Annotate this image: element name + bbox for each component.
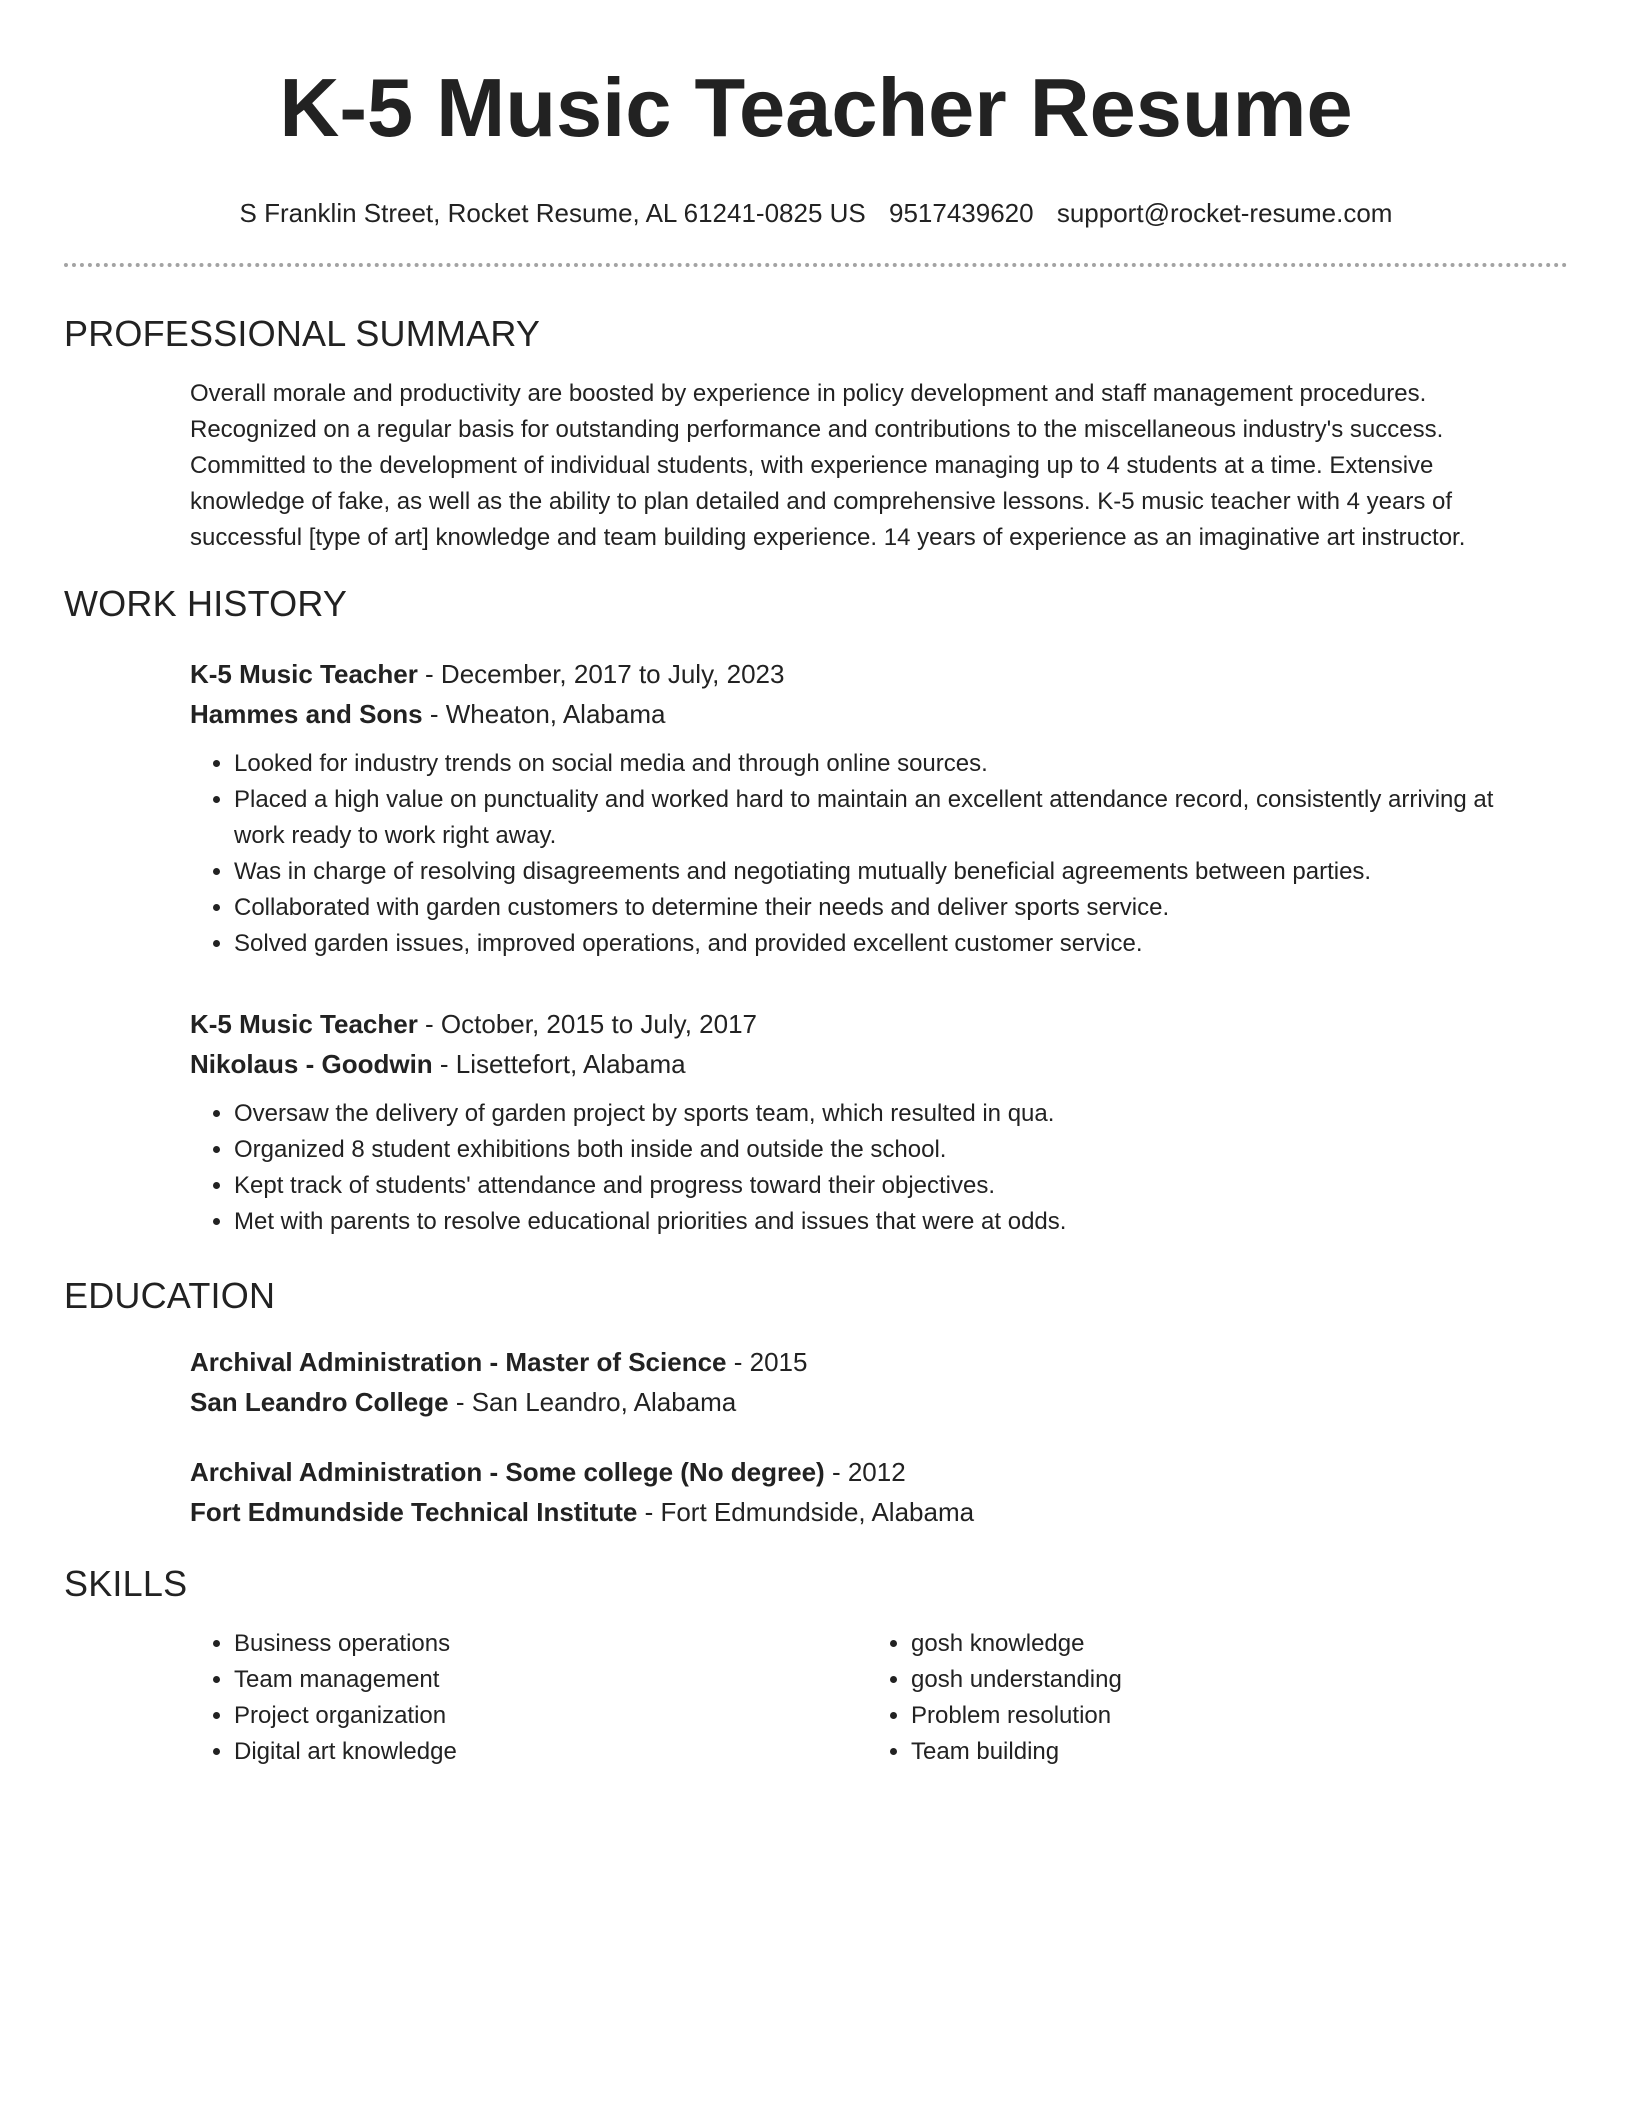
job-duty: • Oversaw the delivery of garden project by sports team, which resulted in qua. [234,1096,1544,1132]
skill-item: • gosh understanding [911,1662,1544,1698]
job-entry [190,1004,1544,1240]
section-title-skills: SKILLS [64,1563,188,1604]
section-title-summary: PROFESSIONAL SUMMARY [64,313,541,354]
job-duty: • Solved garden issues, improved operations, and provided excellent customer service. [234,926,1544,962]
skill-item: • gosh knowledge [911,1626,1544,1662]
job-location: - Lisettefort, Alabama [432,1049,686,1079]
header-divider [64,263,1568,267]
education-school-line [190,1382,1544,1422]
job-duty: • Met with parents to resolve educational priorities and issues that were at odds. [234,1204,1544,1240]
job-role: K-5 Music Teacher [190,1009,418,1039]
skill-item: • Team management [234,1662,867,1698]
job-duty: • Collaborated with garden customers to determine their needs and deliver sports service. [234,890,1544,926]
education-entry [190,1452,1544,1532]
skills-list-right [867,1626,1544,1770]
skill-item: • Team building [911,1734,1544,1770]
job-company-line [190,1044,1544,1084]
job-duty: • Was in charge of resolving disagreements and negotiating mutually beneficial agreements between parties. [234,854,1544,890]
job-dates: - October, 2015 to July, 2017 [417,1009,757,1039]
education-year: - 2012 [824,1457,906,1487]
job-duty: • Placed a high value on punctuality and worked hard to maintain an excellent attendance record, consistently arriving at work ready to work right away. [234,782,1544,854]
job-company: Hammes and Sons [190,699,423,729]
job-role: K-5 Music Teacher [190,659,418,689]
job-duties-list [190,1096,1544,1240]
education-degree-line [190,1342,1544,1382]
contact-address: S Franklin Street, Rocket Resume, AL 61241-0825 US [239,198,866,228]
job-duty: • Kept track of students' attendance and progress toward their objectives. [234,1168,1544,1204]
skill-item: • Problem resolution [911,1698,1544,1734]
education-school: San Leandro College [190,1387,449,1417]
contact-phone: 9517439620 [889,198,1034,228]
skill-item: • Business operations [234,1626,867,1662]
job-duty: • Organized 8 student exhibitions both inside and outside the school. [234,1132,1544,1168]
job-title-line [190,1004,1544,1044]
section-title-education: EDUCATION [64,1275,276,1316]
education-degree: Archival Administration - Some college (No degree) [190,1457,825,1487]
skill-item: • Project organization [234,1698,867,1734]
job-duties-list [190,746,1544,962]
job-location: - Wheaton, Alabama [422,699,666,729]
education-degree-line [190,1452,1544,1492]
education-location: - San Leandro, Alabama [448,1387,737,1417]
education-year: - 2015 [726,1347,808,1377]
skills-list-left [190,1626,867,1770]
education-entry [190,1342,1544,1422]
contact-line [64,195,1568,231]
education-degree: Archival Administration - Master of Science [190,1347,727,1377]
education-location: - Fort Edmundside, Alabama [637,1497,975,1527]
section-title-work-history: WORK HISTORY [64,583,348,624]
job-company-line [190,694,1544,734]
job-entry [190,654,1544,962]
job-title-line [190,654,1544,694]
skills-columns [190,1626,1544,1770]
contact-email: support@rocket-resume.com [1056,198,1393,228]
job-dates: - December, 2017 to July, 2023 [417,659,785,689]
education-school-line [190,1492,1544,1532]
education-school: Fort Edmundside Technical Institute [190,1497,638,1527]
job-duty: • Looked for industry trends on social media and through online sources. [234,746,1544,782]
skill-item: • Digital art knowledge [234,1734,867,1770]
summary-text: Overall morale and productivity are boosted by experience in policy development and staff management procedures. Recognized on a regular basis for outstanding performance and contributions to the miscellaneous industry's success. Committed to the development of individual students, with experience managing up to 4 students at a time. Extensive knowledge of fake, as well as the ability to plan detailed and comprehensive lessons. K-5 music teacher with 4 years of successful [type of art] knowledge and team building experience. 14 years of experience as an imaginative art instructor. [190,380,1466,551]
resume-title: K-5 Music Teacher Resume [279,61,1353,154]
job-company: Nikolaus - Goodwin [190,1049,433,1079]
